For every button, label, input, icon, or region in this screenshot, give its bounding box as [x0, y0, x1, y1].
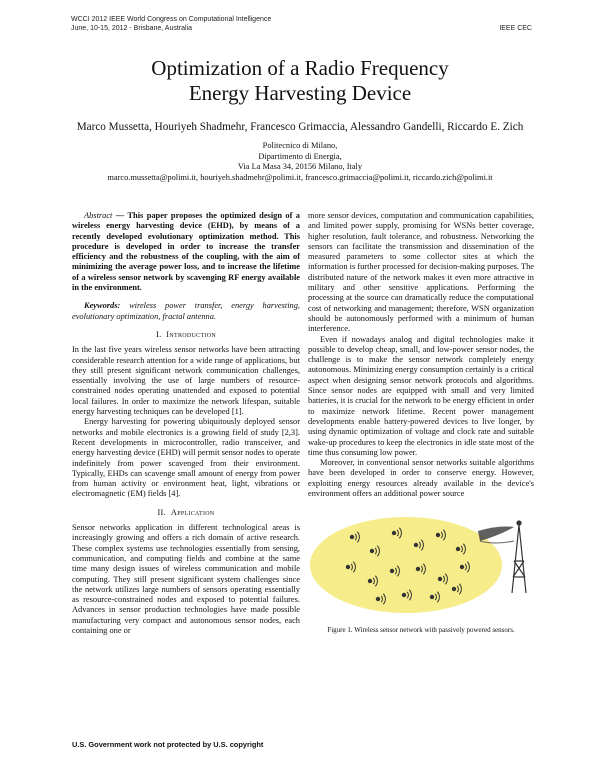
header-right: IEEE CEC: [499, 25, 532, 32]
keywords: [72, 301, 300, 322]
transmitter-tower-icon: [512, 521, 526, 593]
conference-line2: June, 10-15, 2012 - Brisbane, Australia: [71, 25, 193, 32]
affiliation-line3: Via La Masa 34, 20156 Milano, Italy: [237, 162, 363, 172]
affiliation-line1: Politecnico di Milano,: [262, 141, 338, 150]
abstract-label: Abstract: [84, 211, 113, 220]
section2-heading: [72, 508, 300, 518]
keywords-label: Keywords:: [84, 301, 121, 311]
authors: Marco Mussetta, Houriyeh Shadmehr, Francesco Grimaccia, Alessandro Gandelli, Riccardo E. Zich: [76, 121, 524, 133]
right-paragraph2: Even if nowadays analog and digital technologies make it possible to develop cheap, small, and low-power sensor nodes, the challenge is to make the sensor network completely energy autonomous. Minimizing energy consumption certainly is a critical aspect when designing sensor network protocols and algorithms. Since sensor nodes are equipped with small and very limited batteries, it is crucial for the network to be energy efficient in order to maximize network lifetime. Recent power management developments enable battery-powered devices to live longer, by using dynamic optimization of voltage and clock rate and suitable wake-up procedures to keep the electronics in idle state most of the time thus consuming low power.: [308, 334, 534, 457]
affiliation: [0, 141, 600, 183]
section1-numeral: I.: [155, 329, 162, 339]
author-emails: marco.mussetta@polimi.it, houriyeh.shadmehr@polimi.it, francesco.grimaccia@polimi.it, riccardo.zich@polimi.it: [107, 172, 493, 182]
figure-1: [308, 511, 534, 619]
section2-numeral: II.: [157, 507, 167, 517]
keywords-text: wireless power transfer, energy harvesting, evolutionary optimization, fractal antenna.: [72, 301, 300, 321]
section1-heading: [72, 330, 300, 340]
paper-title: [0, 56, 600, 106]
section1-paragraph2: Energy harvesting for powering ubiquitously deployed sensor networks and mobile electronics is a growing field of study [2,3]. Recent developments in microcontroller, radio transceiver, and energy harvesting device (EHD) will permit sensor nodes to operate indefinitely from power scavenged from their environment. Typically, EHDs can scavenge small amount of energy from power from human activity or environment heat, light, vibrations or electromagnetic (EM) fields [4].: [72, 417, 300, 499]
title-line2: Energy Harvesting Device: [188, 81, 412, 105]
copyright-footer: U.S. Government work not protected by U.S. copyright: [72, 740, 264, 749]
network-area-ellipse: [310, 517, 502, 613]
section1-paragraph1: In the last five years wireless sensor networks have been attracting considerable research attention for a wide range of applications, but they still present significant network communication challenges, essentially involving the use of large numbers of resource-constrained nodes operating unattended and exposed to potential local failures. In order to maximize the network lifespan, suitable energy harvesting techniques can be developed [1].: [72, 345, 300, 417]
conference-header: [71, 15, 271, 33]
conference-line1: WCCI 2012 IEEE World Congress on Computational Intelligence: [71, 16, 272, 23]
left-column: [72, 211, 300, 636]
right-column: [308, 211, 534, 636]
section2-paragraph1: Sensor networks application in different technological areas is increasingly growing and offers a rich domain of active research. These complex systems use technologies essentially from sensing, communication, and computing fields and combine at the same time many design issues of wireless communication and mobile computing. They still present significant system challenges since the network utilizes large numbers of sensors operating essentially as resource-constrained nodes and exposed to potential failures. Advances in sensor production technologies have made possible manufacturing very compact and autonomous sensor nodes, each containing one or: [72, 523, 300, 635]
sensor-network-illustration: [308, 511, 534, 619]
title-line1: Optimization of a Radio Frequency: [151, 56, 449, 80]
section1-title: Introduction: [166, 329, 216, 339]
right-paragraph1: more sensor devices, computation and communication capabilities, and limited power supply, promising for WSNs better coverage, higher resolution, fault tolerance, and robustness. Networking the sensors can facilitate the transmission and dissemination of the measured parameters to some collector sites at which the information is further processed for decision-making purposes. The distributed nature of the network makes it even more attractive in military and other sensitive applications. Performing the processing at the source can dramatically reduce the computational cost of networking and management; therefore, WSN organization should be autonomously performed with a minimum of human interference.: [308, 211, 534, 334]
section2-title: Application: [170, 507, 215, 517]
abstract-text: — This paper proposes the optimized design of a wireless energy harvesting device (EHD), by means of a recently developed evolutionary optimization method. This procedure is developed in order to increase the transfer efficiency and the robustness of the coupling, with the aim of minimizing the average power loss, and to increase the lifetime of a wireless sensor network by scavenging RF energy available in the environment.: [72, 211, 300, 293]
right-paragraph3: Moreover, in conventional sensor networks suitable algorithms have been developed in order to conserve energy. However, exploiting energy resources already available in the device's environment offers an additional power source: [308, 458, 534, 499]
abstract: [72, 211, 300, 293]
affiliation-line2: Dipartimento di Energia,: [258, 151, 342, 161]
figure-caption: Figure 1. Wireless sensor network with passively powered sensors.: [327, 626, 515, 635]
